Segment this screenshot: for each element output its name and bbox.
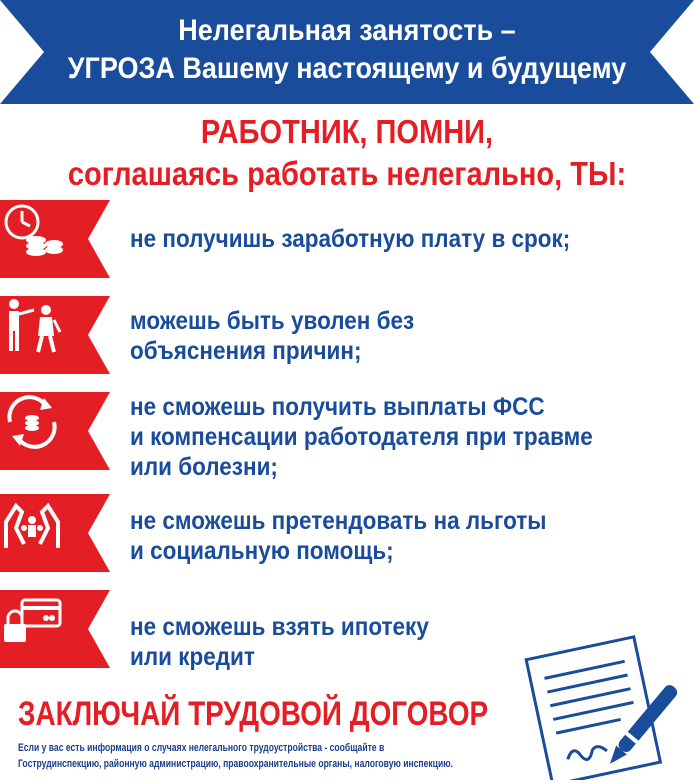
clock-coins-icon — [0, 200, 64, 258]
report-notice-line-2: Гострудинспекцию, районную администрацию, правоохранительные органы, налоговую инспекцию. — [18, 758, 453, 770]
item-tab — [0, 296, 110, 374]
headline-line-1: РАБОТНИК, ПОМНИ, — [200, 113, 494, 150]
banner-title — [35, 12, 660, 88]
headline-line-2: соглашаясь работать нелегально, ТЫ: — [67, 155, 627, 192]
item-text — [130, 306, 414, 366]
header-banner — [0, 0, 694, 104]
item-text-line: и компенсации работодателя при травме — [130, 423, 593, 451]
item-text-line: не сможешь получить выплаты ФСС — [130, 393, 545, 421]
item-text — [130, 224, 570, 254]
item-text-line: или болезни; — [130, 453, 278, 481]
item-text — [130, 392, 593, 482]
list-item — [0, 200, 694, 280]
item-text-line: можешь быть уволен без — [130, 307, 415, 335]
contract-pen-icon — [518, 630, 694, 780]
item-tab — [0, 392, 110, 470]
item-text — [130, 612, 429, 672]
list-item — [0, 392, 694, 492]
banner-title-line-1: Нелегальная занятость – — [178, 14, 516, 47]
item-text-line: не получишь заработную плату в срок; — [130, 225, 571, 253]
item-tab — [0, 200, 110, 278]
item-text-line: или кредит — [130, 643, 255, 671]
protective-hands-icon — [0, 494, 64, 552]
item-text-line: не сможешь взять ипотеку — [130, 613, 429, 641]
money-cycle-icon — [0, 392, 64, 450]
dismissal-icon — [0, 296, 64, 354]
locked-card-icon — [0, 590, 64, 648]
banner-title-line-2: УГРОЗА Вашему настоящему и будущему — [67, 52, 627, 85]
item-text-line: объяснения причин; — [130, 337, 362, 365]
report-notice-line-1: Если у вас есть информация о случаях нелегального трудоустройства - сообщайте в — [18, 742, 385, 754]
list-item — [0, 494, 694, 574]
item-tab — [0, 494, 110, 572]
report-notice — [18, 740, 453, 772]
list-item — [0, 296, 694, 376]
cta-heading: ЗАКЛЮЧАЙ ТРУДОВОЙ ДОГОВОР — [18, 695, 489, 733]
item-text — [130, 506, 547, 566]
item-text-line: и социальную помощь; — [130, 537, 394, 565]
item-tab — [0, 590, 110, 668]
item-text-line: не сможешь претендовать на льготы — [130, 507, 547, 535]
